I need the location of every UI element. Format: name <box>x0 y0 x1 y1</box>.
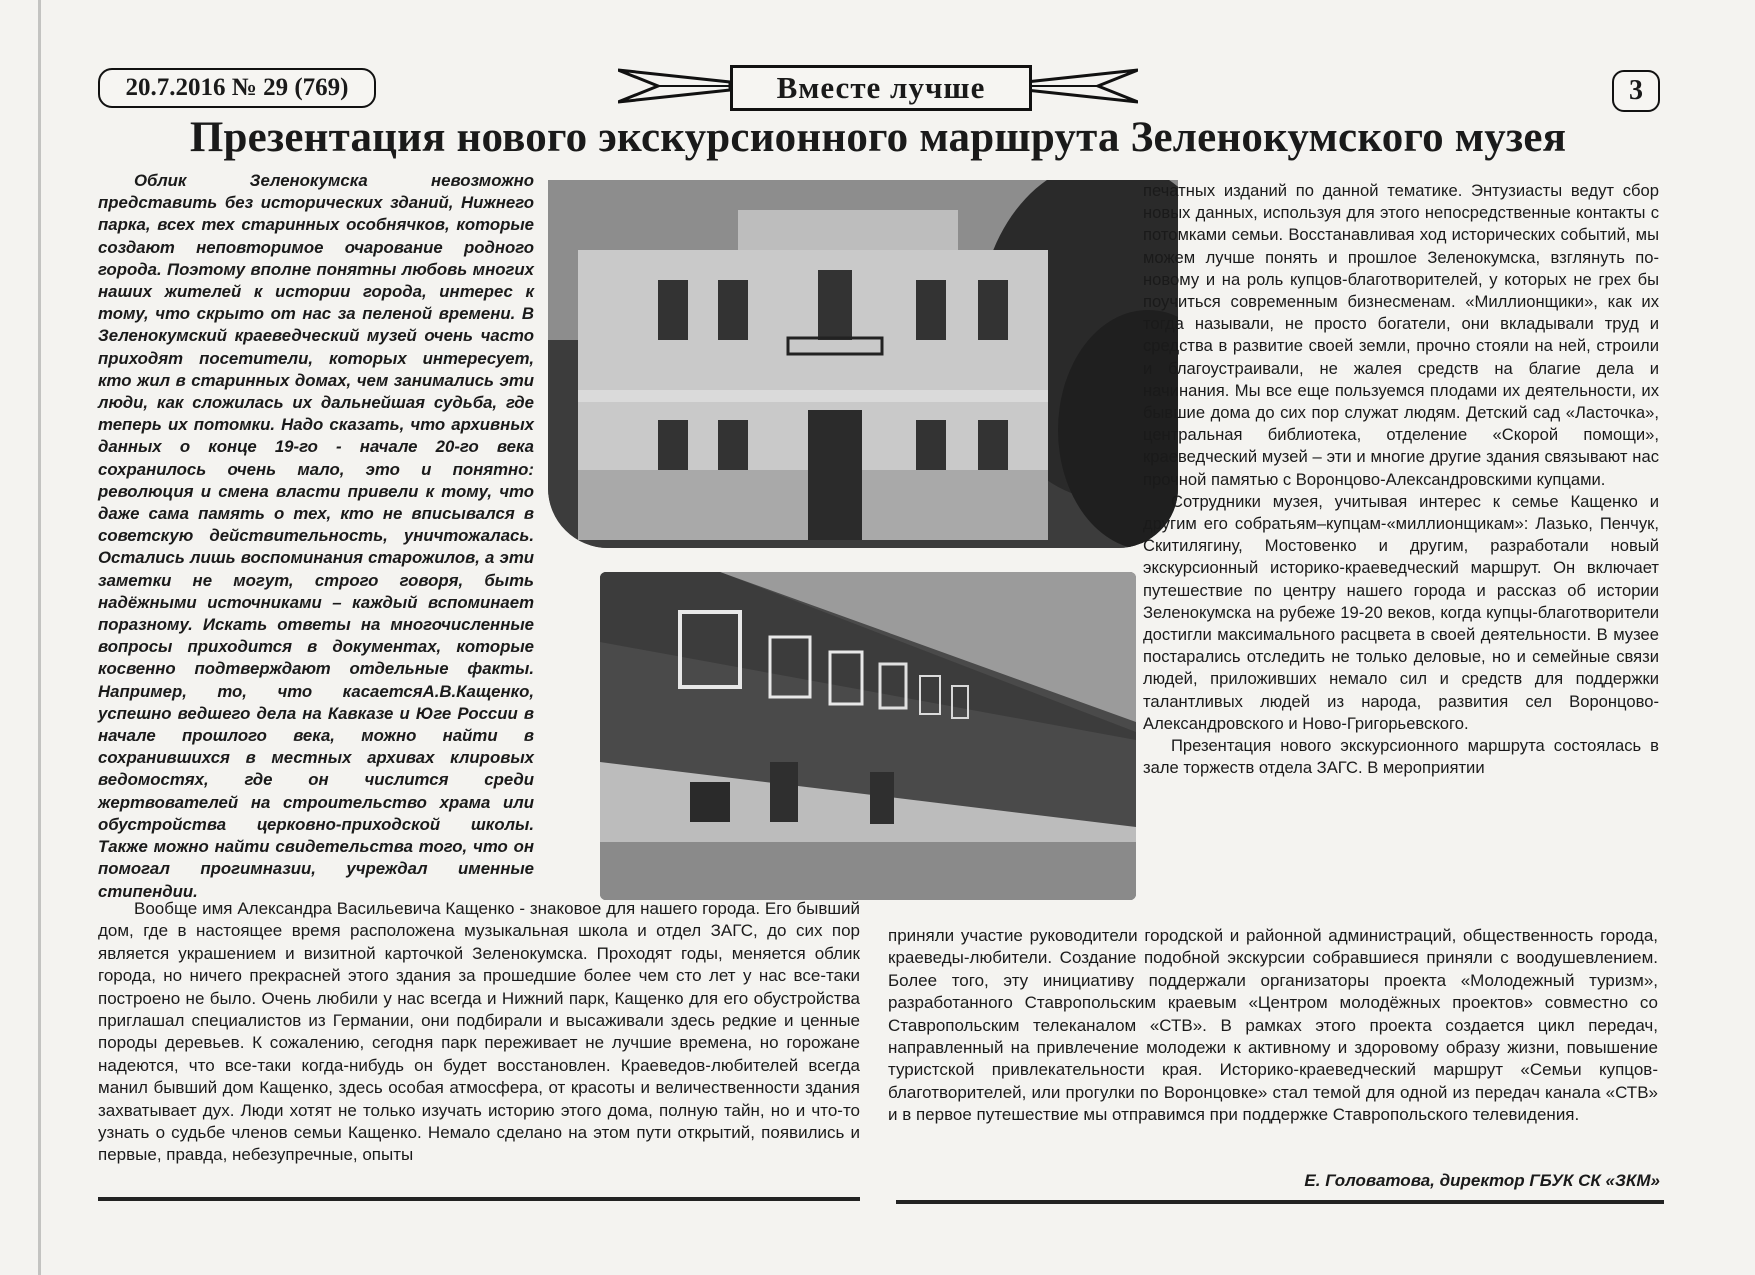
right-paragraph-1: печатных изданий по данной тематике. Энтузиасты ведут сбор новых данных, используя для этого непосредственные контакты с потомками семьи. Восстанавливая ход исторических событий, мы можем лучше понять и прошлое Зеленокумска, взглянуть по-новому и на роль купцов-благотворителей, у которых не грех бы поучиться современным бизнесменам. «Миллионщики», как их тогда называли, не просто богатели, они вкладывали труд и средства в развитие своей земли, прочно стояли на ней, строили и благоустраивали, не жалея средств на благие дела и начинания. Мы все еще пользуемся плодами их деятельности, их бывшие дома до сих пор служат людям. Детский сад «Ласточка», центральная библиотека, отделение «Скорой помощи», краеведческий музей – эти и многие другие здания связывают нас прочной памятью с Воронцово-Александровскими купцами. <box>1143 181 1659 489</box>
museum-building-photo <box>548 180 1178 548</box>
bottom-right-paragraph: приняли участие руководители городской и районной администраций, общественность города, краеведы-любители. Создание подобной экскурсии собравшиеся приняли с воодушевлением. Более того, эту инициативу поддержали организаторы проекта «Молодежный туризм», разработанного Ставропольским краевым «Центром молодёжных проектов» совместно со Ставропольским телеканалом «СТВ». В рамках этого проекта создается цикл передач, направленный на привлечение молодежи к активному и здоровому образу жизни, повышение туристской привлекательности края. Историко-краеведческий маршрут «Семьи купцов-благотворителей, или прогулки по Воронцовке» стал темой для одной из передач канала «СТВ» и в первое путешествие мы отправимся при поддержке Ставропольского телевидения. <box>888 926 1658 1125</box>
bottom-left-paragraph: Вообще имя Александра Васильевича Кащенко - знаковое для нашего города. Его бывший дом, где в настоящее время расположена музыкальная школа и отдел ЗАГС, до сих пор является украшением и визитной карточкой Зеленокумска. Проходят годы, меняется облик города, но ничего прекрасней этого здания за прошедшие более чем сто лет у нас все-таки построено не было. Очень любили у нас всегда и Нижний парк, Кащенко для его обустройства приглашал специалистов из Германии, они подбирали и высаживали здесь редкие и ценные породы деревьев. К сожалению, сегодня парк переживает не лучшие времена, но горожане надеются, что все-таки когда-нибудь он будет восстановлен. Краеведов-любителей всегда манил бывший дом Кащенко, здесь особая атмосфера, от красоты и величественности здания захватывает дух. Люди хотят не только изучать историю этого дома, полную тайн, но и что-то узнать о судьбе членов семьи Кащенко. Немало сделано на этом пути открытий, появились и первые, правда, небезупречные, опыты <box>98 899 860 1165</box>
bottom-rule-left <box>98 1197 860 1201</box>
lead-column <box>98 170 534 903</box>
right-column <box>1143 180 1659 779</box>
rubric-banner <box>618 60 1138 112</box>
bottom-rule-right <box>896 1200 1664 1204</box>
rubric-title: Вместе лучше <box>730 65 1032 111</box>
scan-edge <box>38 0 41 1275</box>
lead-paragraph: Облик Зеленокумска невозможно представить без исторических зданий, Нижнего парка, всех тех старинных особнячков, которые создают неповторимое очарование родного города. Поэтому вполне понятны любовь многих наших жителей к истории города, интерес к тому, что скрыто от нас за пеленой времени. В Зеленокумский краеведческий музей очень часто приходят посетители, которых интересует, кто жил в старинных домах, чем занимались эти люди, как сложилась их дальнейшая судьба, где теперь их потомки. Надо сказать, что архивных данных о конце 19-го - начале 20-го века сохранилось очень мало, это и понятно: революция и смена власти привели к тому, что даже сама память о тех, кто не вписывался в советскую действительность, уничтожалась. Остались лишь воспоминания старожилов, а эти заметки не могут, строго говоря, быть надёжными источниками – каждый вспоминает поразному. Искать ответы на многочисленные вопросы приходится в документах, которые косвенно подтверждают отдельные факты. Например, то, что касаетсяА.В.Кащенко, успешно ведшего дела на Кавказе и Юге России в начале прошлого века, можно найти в сохранившихся в местных архивах клировых ведомостях, где он числится среди жертвователей на строительство храма или обустройства церковно-приходской школы. Также можно найти свидетельства того, что он помогал прогимназии, учреждал именные стипендии. <box>98 171 534 901</box>
bottom-left-column <box>98 898 860 1167</box>
right-paragraph-2: Сотрудники музея, учитывая интерес к семье Кащенко и другим его собратьям–купцам-«миллионщикам»: Лазько, Пенчук, Скитилягину, Мостовенко и другим, разработали новый экскурсионный историко-краеведческий маршрут. Он включает путешествие по центру нашего города и рассказ об истории Зеленокумска на рубеже 19-20 веков, когда купцы-благотворители достигли максимального расцвета в своей деятельности. В музее постарались отследить не только деловые, но и семейные связи людей, приложивших немало сил и средств для поддержки талантливых людей из народа, развития сел Воронцово-Александровского и Ново-Григорьевского. <box>1143 491 1659 733</box>
page-number: 3 <box>1612 70 1660 112</box>
brick-building-photo <box>600 572 1136 900</box>
issue-date-badge: 20.7.2016 № 29 (769) <box>98 68 376 108</box>
author-signature: Е. Головатова, директор ГБУК СК «ЗКМ» <box>1304 1171 1660 1190</box>
right-paragraph-3: Презентация нового экскурсионного маршрута состоялась в зале торжеств отдела ЗАГС. В мероприятии <box>1143 736 1659 778</box>
bottom-right-column <box>888 925 1658 1127</box>
article-headline: Презентация нового экскурсионного маршрута Зеленокумского музея <box>189 114 1567 161</box>
